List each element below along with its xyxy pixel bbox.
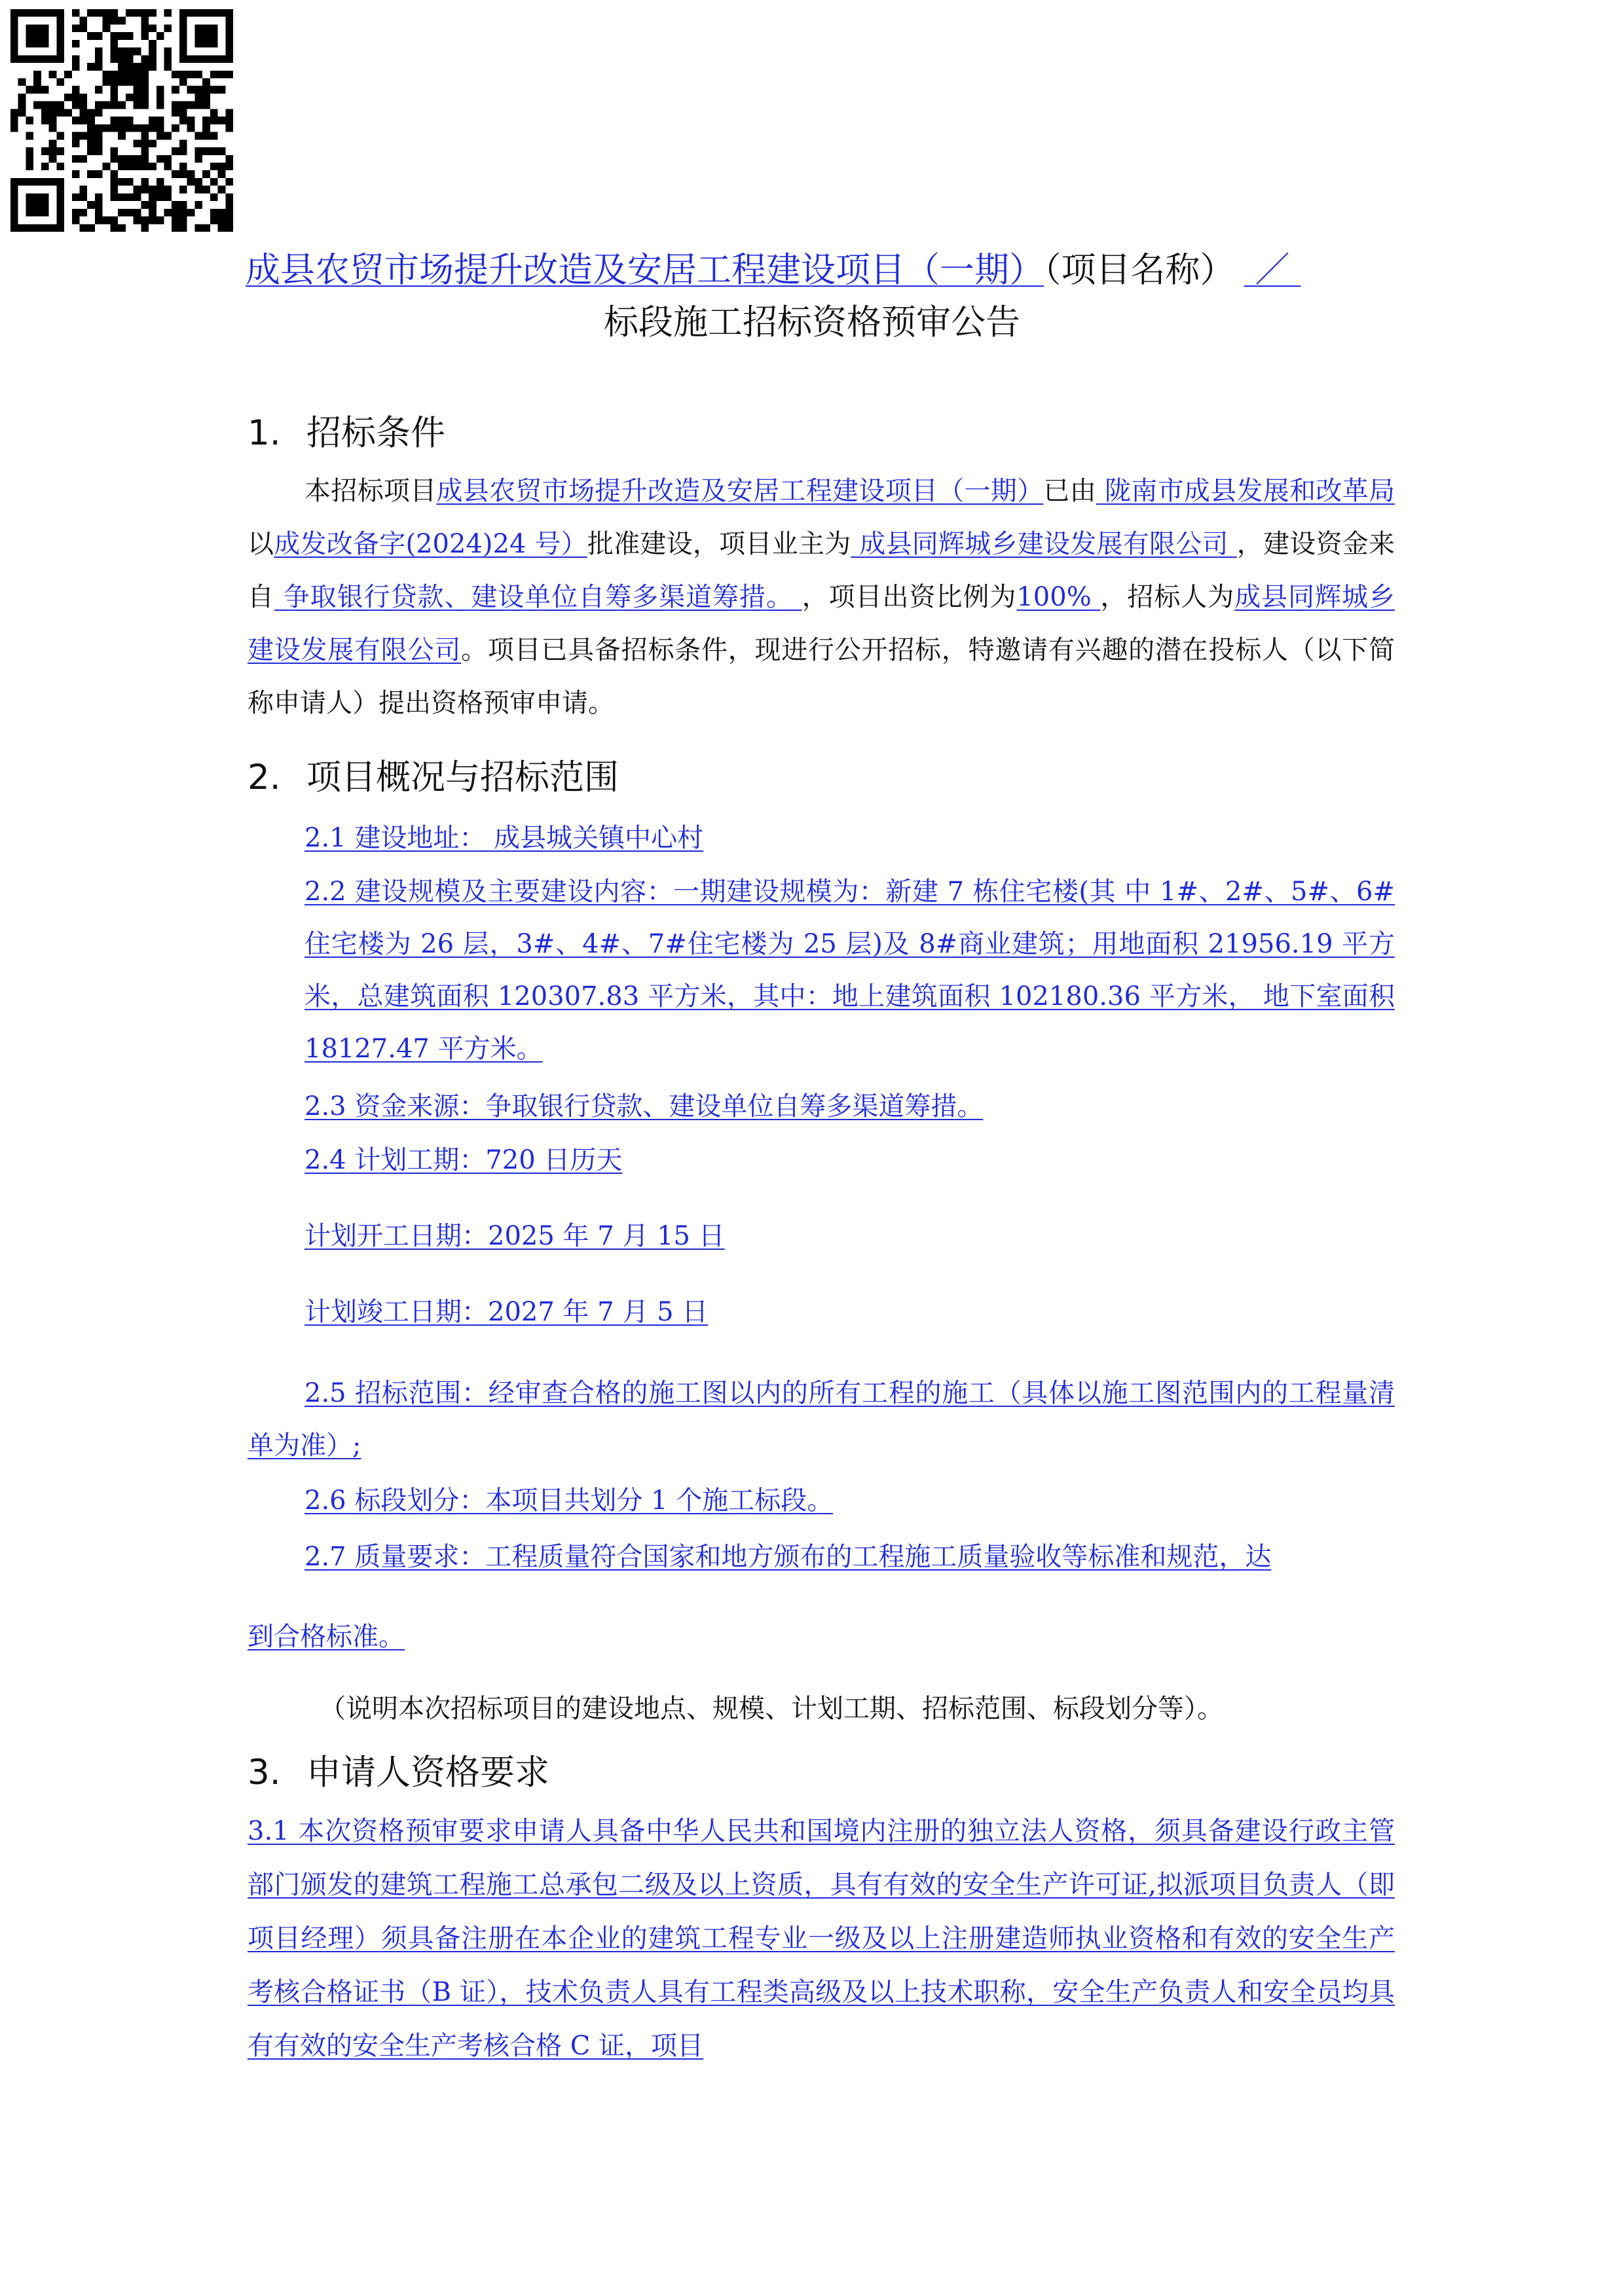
item-2-1: 2.1 建设地址： 成县城关镇中心村: [304, 823, 704, 853]
item-3-1: 3.1 本次资格预审要求申请人具备中华人民共和国境内注册的独立法人资格，须具备建设行政主管部门颁发的建筑工程施工总承包二级及以上资质，具有有效的安全生产许可证,拟派项目负责人（即项目经理）须具备注册在本企业的建筑工程专业一级及以上注册建造师执业资格和有效的安全生产考核合格证书（B 证），技术负责人具有工程类高级及以上技术职称，安全生产负责人和安全员均具有有效的安全生产考核合格 C 证，项目: [248, 1816, 1395, 2061]
end-date: 计划竣工日期：2027 年 7 月 5 日: [304, 1297, 709, 1327]
project-name-link[interactable]: 成县农贸市场提升改造及安居工程建设项目（一期）: [246, 250, 1044, 290]
item-2-2: 2.2 建设规模及主要建设内容：一期建设规模为：新建 7 栋住宅楼(其 中 1#、2#、5#、6#住宅楼为 26 层，3#、4#、7#住宅楼为 25 层)及 8#商业建筑；用地面积 21956.19 平方米，总建筑面积 120307.83 平方米，其中：地上建筑面积 102180.36 平方米， 地下室面积 18127.47 平方米。: [304, 877, 1395, 1064]
title-line-2: 标段施工招标资格预审公告: [604, 302, 1020, 342]
item-2-6: 2.6 标段划分：本项目共划分 1 个施工标段。: [304, 1485, 834, 1516]
item-2-3: 2.3 资金来源：争取银行贷款、建设单位自筹多渠道筹措。: [304, 1091, 984, 1121]
heading-1: 1. 招标条件: [248, 413, 445, 453]
item-2-7: 2.7 质量要求：工程质量符合国家和地方颁布的工程施工质量验收等标准和规范，达: [304, 1542, 1272, 1572]
start-date: 计划开工日期：2025 年 7 月 15 日: [304, 1221, 725, 1251]
qr-code[interactable]: [10, 9, 233, 232]
s1-paragraph: 本招标项目成县农贸市场提升改造及安居工程建设项目（一期）已由 陇南市成县发展和改革局 以成发改备字(2024)24 号）批准建设，项目业主为 成县同辉城乡建设发展有限公司 ，建设资金来自 争取银行贷款、建设单位自筹多渠道筹措。 ，项目出资比例为100% ，招标人为成县同辉城乡建设发展有限公司。项目已具备招标条件，现进行公开招标，特邀请有兴趣的潜在投标人（以下简称申请人）提出资格预审申请。: [248, 476, 1395, 718]
title-line-1: [246, 242, 1398, 299]
item-2-5: 2.5 招标范围：经审查合格的施工图以内的所有工程的施工（具体以施工图范围内的工程量清单为准）;: [248, 1378, 1395, 1461]
project-name-suffix: （项目名称）: [1044, 250, 1235, 290]
heading-2: 2. 项目概况与招标范围: [248, 757, 619, 797]
section-blank: ／: [1255, 250, 1290, 290]
item-2-7-cont: 到合格标准。: [248, 1622, 405, 1652]
s2-note: （说明本次招标项目的建设地点、规模、计划工期、招标范围、标段划分等）。: [320, 1694, 1223, 1724]
item-2-4: 2.4 计划工期：720 日历天: [304, 1145, 623, 1175]
heading-3: 3. 申请人资格要求: [248, 1753, 549, 1793]
